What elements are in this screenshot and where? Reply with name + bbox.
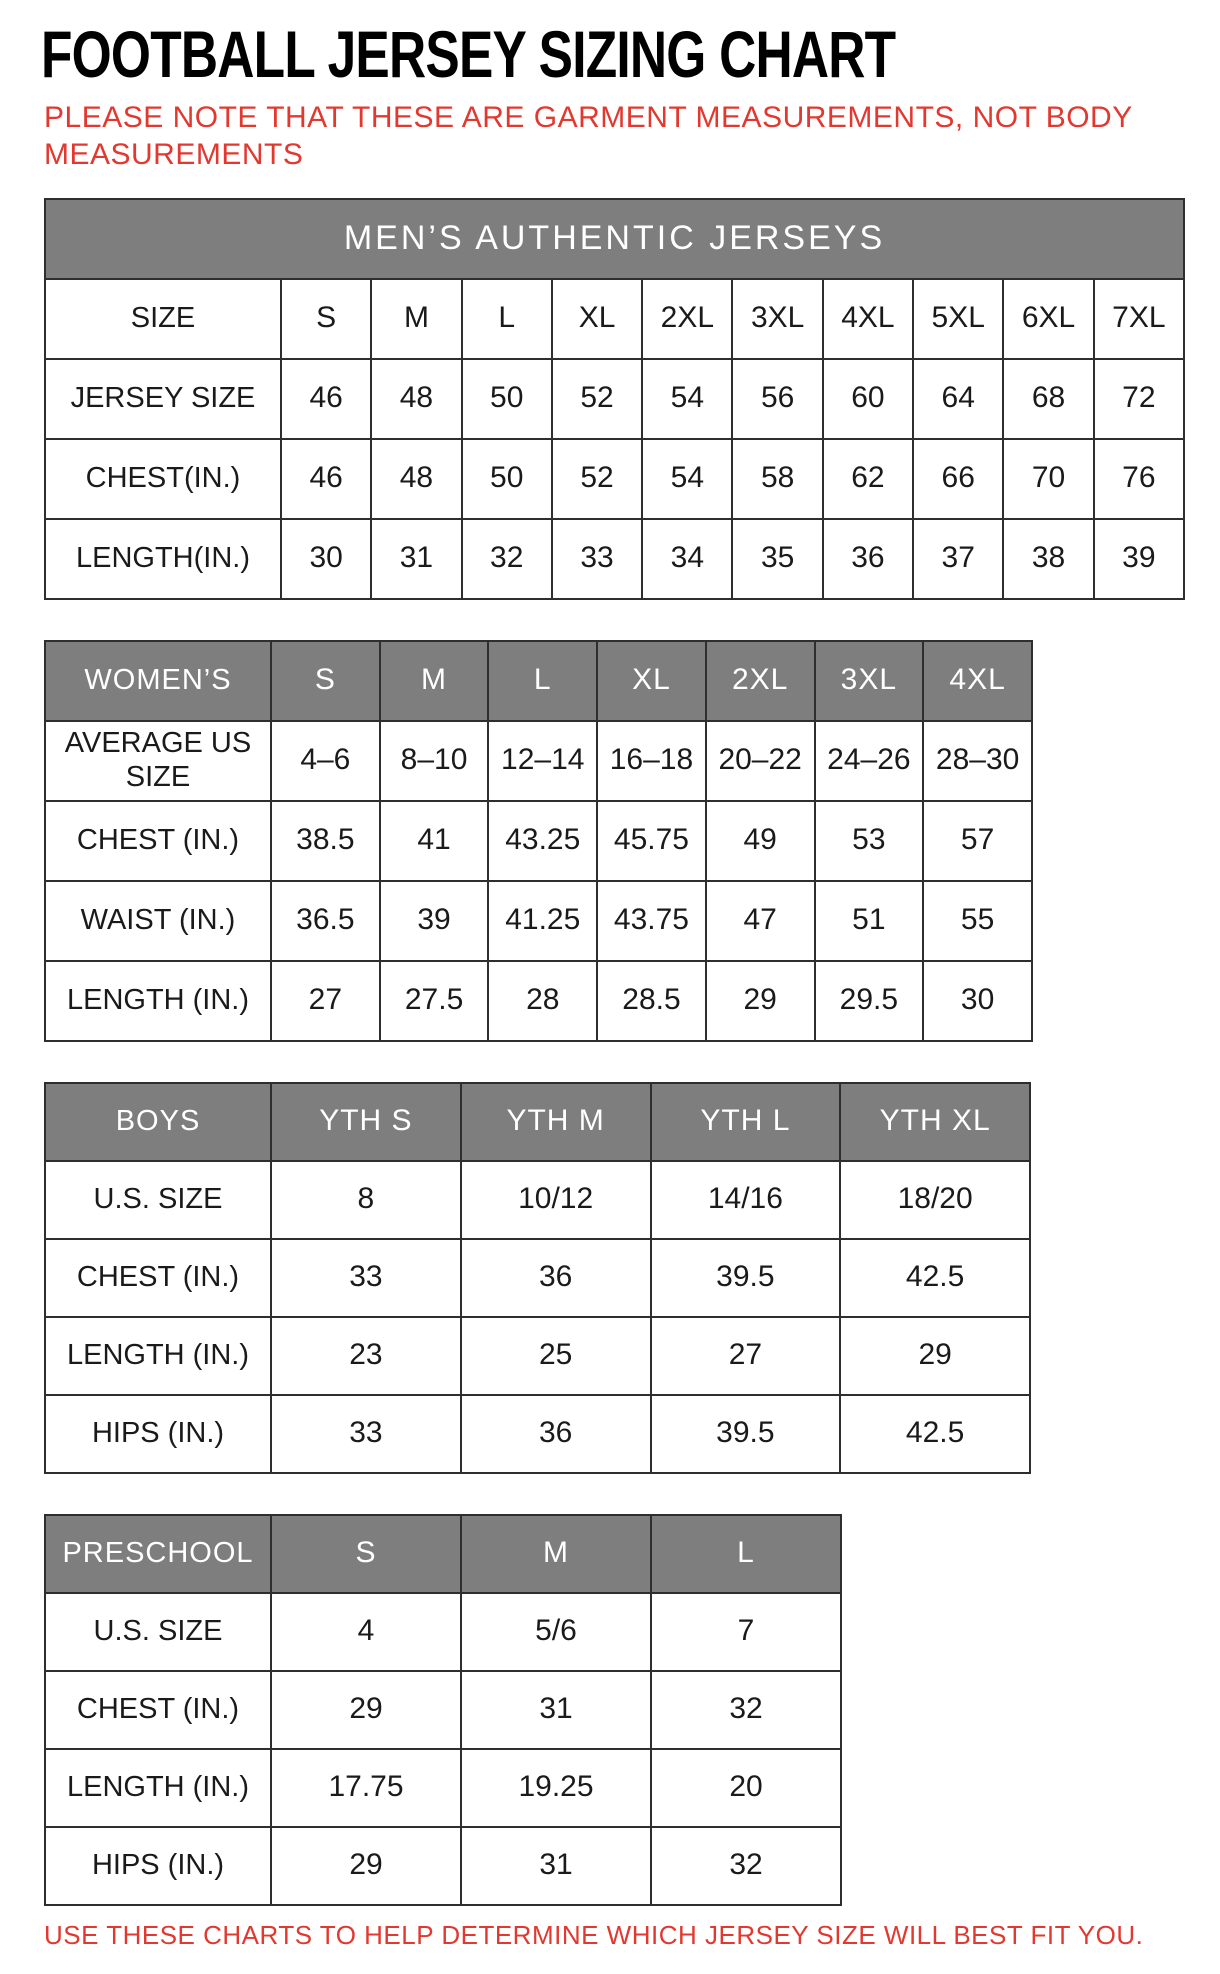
data-cell: 19.25 bbox=[461, 1749, 651, 1827]
data-cell: 27.5 bbox=[380, 961, 489, 1041]
table-row bbox=[45, 1827, 841, 1905]
data-cell: 41.25 bbox=[488, 881, 597, 961]
data-cell: 3XL bbox=[732, 279, 822, 359]
data-cell: 53 bbox=[815, 801, 924, 881]
data-cell: 41 bbox=[380, 801, 489, 881]
data-cell: 7 bbox=[651, 1593, 841, 1671]
row-label-cell: CHEST (IN.) bbox=[45, 1239, 271, 1317]
data-cell: 33 bbox=[271, 1239, 461, 1317]
data-cell: 51 bbox=[815, 881, 924, 961]
header-cell: L bbox=[488, 641, 597, 721]
data-cell: S bbox=[281, 279, 371, 359]
row-label-cell: CHEST(IN.) bbox=[45, 439, 281, 519]
data-cell: 5XL bbox=[913, 279, 1003, 359]
row-label-cell: WAIST (IN.) bbox=[45, 881, 271, 961]
header-cell: M bbox=[461, 1515, 651, 1593]
data-cell: 4–6 bbox=[271, 721, 380, 801]
data-cell: 4 bbox=[271, 1593, 461, 1671]
data-cell: 28 bbox=[488, 961, 597, 1041]
header-cell: YTH L bbox=[651, 1083, 841, 1161]
data-cell: 66 bbox=[913, 439, 1003, 519]
header-cell: YTH XL bbox=[840, 1083, 1030, 1161]
data-cell: 30 bbox=[281, 519, 371, 599]
table-header-row bbox=[45, 641, 1032, 721]
data-cell: 39 bbox=[1094, 519, 1184, 599]
data-cell: 55 bbox=[923, 881, 1032, 961]
data-cell: 38 bbox=[1003, 519, 1093, 599]
header-cell: L bbox=[651, 1515, 841, 1593]
data-cell: 30 bbox=[923, 961, 1032, 1041]
data-cell: 45.75 bbox=[597, 801, 706, 881]
womens-sizing-table bbox=[44, 640, 1033, 1042]
data-cell: 29 bbox=[706, 961, 815, 1041]
table-row bbox=[45, 1239, 1030, 1317]
data-cell: 28–30 bbox=[923, 721, 1032, 801]
row-label-cell: AVERAGE US SIZE bbox=[45, 721, 271, 801]
data-cell: 64 bbox=[913, 359, 1003, 439]
data-cell: 39.5 bbox=[651, 1239, 841, 1317]
row-label-cell: SIZE bbox=[45, 279, 281, 359]
data-cell: 28.5 bbox=[597, 961, 706, 1041]
data-cell: 46 bbox=[281, 439, 371, 519]
header-cell: 4XL bbox=[923, 641, 1032, 721]
header-cell: S bbox=[271, 1515, 461, 1593]
data-cell: 43.25 bbox=[488, 801, 597, 881]
data-cell: 39 bbox=[380, 881, 489, 961]
row-label-cell: LENGTH (IN.) bbox=[45, 1317, 271, 1395]
data-cell: 52 bbox=[552, 359, 642, 439]
row-label-cell: LENGTH (IN.) bbox=[45, 1749, 271, 1827]
data-cell: 27 bbox=[271, 961, 380, 1041]
data-cell: 25 bbox=[461, 1317, 651, 1395]
mens-authentic-jerseys-table bbox=[44, 198, 1185, 600]
data-cell: 72 bbox=[1094, 359, 1184, 439]
table-row bbox=[45, 961, 1032, 1041]
data-cell: 48 bbox=[371, 359, 461, 439]
data-cell: 20 bbox=[651, 1749, 841, 1827]
header-cell: XL bbox=[597, 641, 706, 721]
data-cell: 50 bbox=[462, 359, 552, 439]
page-title: FOOTBALL JERSEY SIZING CHART bbox=[41, 17, 896, 91]
data-cell: 35 bbox=[732, 519, 822, 599]
data-cell: 2XL bbox=[642, 279, 732, 359]
header-label-cell: WOMEN’S bbox=[45, 641, 271, 721]
table-row bbox=[45, 1749, 841, 1827]
table-row bbox=[45, 359, 1184, 439]
data-cell: 58 bbox=[732, 439, 822, 519]
row-label-cell: CHEST (IN.) bbox=[45, 1671, 271, 1749]
data-cell: 56 bbox=[732, 359, 822, 439]
boys-sizing-table bbox=[44, 1082, 1031, 1474]
data-cell: 34 bbox=[642, 519, 732, 599]
data-cell: 7XL bbox=[1094, 279, 1184, 359]
row-label-cell: U.S. SIZE bbox=[45, 1593, 271, 1671]
data-cell: 52 bbox=[552, 439, 642, 519]
header-cell: S bbox=[271, 641, 380, 721]
header-cell: YTH M bbox=[461, 1083, 651, 1161]
data-cell: 42.5 bbox=[840, 1239, 1030, 1317]
data-cell: 31 bbox=[461, 1671, 651, 1749]
data-cell: 32 bbox=[462, 519, 552, 599]
data-cell: 43.75 bbox=[597, 881, 706, 961]
data-cell: 17.75 bbox=[271, 1749, 461, 1827]
data-cell: 36 bbox=[461, 1395, 651, 1473]
data-cell: 54 bbox=[642, 439, 732, 519]
data-cell: 12–14 bbox=[488, 721, 597, 801]
table-header-row bbox=[45, 1515, 841, 1593]
data-cell: 27 bbox=[651, 1317, 841, 1395]
row-label-cell: HIPS (IN.) bbox=[45, 1395, 271, 1473]
table-title-row bbox=[45, 199, 1184, 279]
table-row bbox=[45, 1395, 1030, 1473]
data-cell: 33 bbox=[271, 1395, 461, 1473]
data-cell: 37 bbox=[913, 519, 1003, 599]
data-cell: 36 bbox=[461, 1239, 651, 1317]
data-cell: 49 bbox=[706, 801, 815, 881]
data-cell: 32 bbox=[651, 1827, 841, 1905]
data-cell: 76 bbox=[1094, 439, 1184, 519]
data-cell: 20–22 bbox=[706, 721, 815, 801]
data-cell: 29 bbox=[271, 1827, 461, 1905]
data-cell: 57 bbox=[923, 801, 1032, 881]
data-cell: 32 bbox=[651, 1671, 841, 1749]
table-row bbox=[45, 1593, 841, 1671]
table-row bbox=[45, 279, 1184, 359]
data-cell: 6XL bbox=[1003, 279, 1093, 359]
header-cell: 3XL bbox=[815, 641, 924, 721]
data-cell: 39.5 bbox=[651, 1395, 841, 1473]
header-label-cell: BOYS bbox=[45, 1083, 271, 1161]
data-cell: 62 bbox=[823, 439, 913, 519]
table-row bbox=[45, 519, 1184, 599]
header-cell: 2XL bbox=[706, 641, 815, 721]
data-cell: M bbox=[371, 279, 461, 359]
data-cell: 14/16 bbox=[651, 1161, 841, 1239]
data-cell: 5/6 bbox=[461, 1593, 651, 1671]
data-cell: 36 bbox=[823, 519, 913, 599]
table-row bbox=[45, 721, 1032, 801]
table-header-row bbox=[45, 1083, 1030, 1161]
preschool-sizing-table bbox=[44, 1514, 842, 1906]
row-label-cell: JERSEY SIZE bbox=[45, 359, 281, 439]
table-row bbox=[45, 1671, 841, 1749]
data-cell: 70 bbox=[1003, 439, 1093, 519]
data-cell: 60 bbox=[823, 359, 913, 439]
footer-note: USE THESE CHARTS TO HELP DETERMINE WHICH JERSEY SIZE WILL BEST FIT YOU. bbox=[44, 1919, 1144, 1950]
data-cell: 8 bbox=[271, 1161, 461, 1239]
data-cell: 29.5 bbox=[815, 961, 924, 1041]
table-title: MEN’S AUTHENTIC JERSEYS bbox=[45, 199, 1184, 279]
data-cell: 47 bbox=[706, 881, 815, 961]
data-cell: XL bbox=[552, 279, 642, 359]
data-cell: 16–18 bbox=[597, 721, 706, 801]
garment-measurements-note: PLEASE NOTE THAT THESE ARE GARMENT MEASUREMENTS, NOT BODY MEASUREMENTS bbox=[44, 100, 1133, 172]
data-cell: 33 bbox=[552, 519, 642, 599]
table-row bbox=[45, 801, 1032, 881]
header-cell: YTH S bbox=[271, 1083, 461, 1161]
data-cell: 54 bbox=[642, 359, 732, 439]
data-cell: 31 bbox=[461, 1827, 651, 1905]
data-cell: 24–26 bbox=[815, 721, 924, 801]
row-label-cell: LENGTH(IN.) bbox=[45, 519, 281, 599]
data-cell: 68 bbox=[1003, 359, 1093, 439]
row-label-cell: CHEST (IN.) bbox=[45, 801, 271, 881]
row-label-cell: LENGTH (IN.) bbox=[45, 961, 271, 1041]
data-cell: 29 bbox=[840, 1317, 1030, 1395]
row-label-cell: HIPS (IN.) bbox=[45, 1827, 271, 1905]
header-cell: M bbox=[380, 641, 489, 721]
header-label-cell: PRESCHOOL bbox=[45, 1515, 271, 1593]
data-cell: 42.5 bbox=[840, 1395, 1030, 1473]
table-row bbox=[45, 1161, 1030, 1239]
table-row bbox=[45, 881, 1032, 961]
data-cell: 46 bbox=[281, 359, 371, 439]
data-cell: 4XL bbox=[823, 279, 913, 359]
data-cell: 18/20 bbox=[840, 1161, 1030, 1239]
data-cell: 36.5 bbox=[271, 881, 380, 961]
data-cell: 50 bbox=[462, 439, 552, 519]
data-cell: L bbox=[462, 279, 552, 359]
data-cell: 48 bbox=[371, 439, 461, 519]
data-cell: 38.5 bbox=[271, 801, 380, 881]
data-cell: 23 bbox=[271, 1317, 461, 1395]
data-cell: 31 bbox=[371, 519, 461, 599]
data-cell: 8–10 bbox=[380, 721, 489, 801]
row-label-cell: U.S. SIZE bbox=[45, 1161, 271, 1239]
data-cell: 10/12 bbox=[461, 1161, 651, 1239]
table-row bbox=[45, 1317, 1030, 1395]
data-cell: 29 bbox=[271, 1671, 461, 1749]
table-row bbox=[45, 439, 1184, 519]
